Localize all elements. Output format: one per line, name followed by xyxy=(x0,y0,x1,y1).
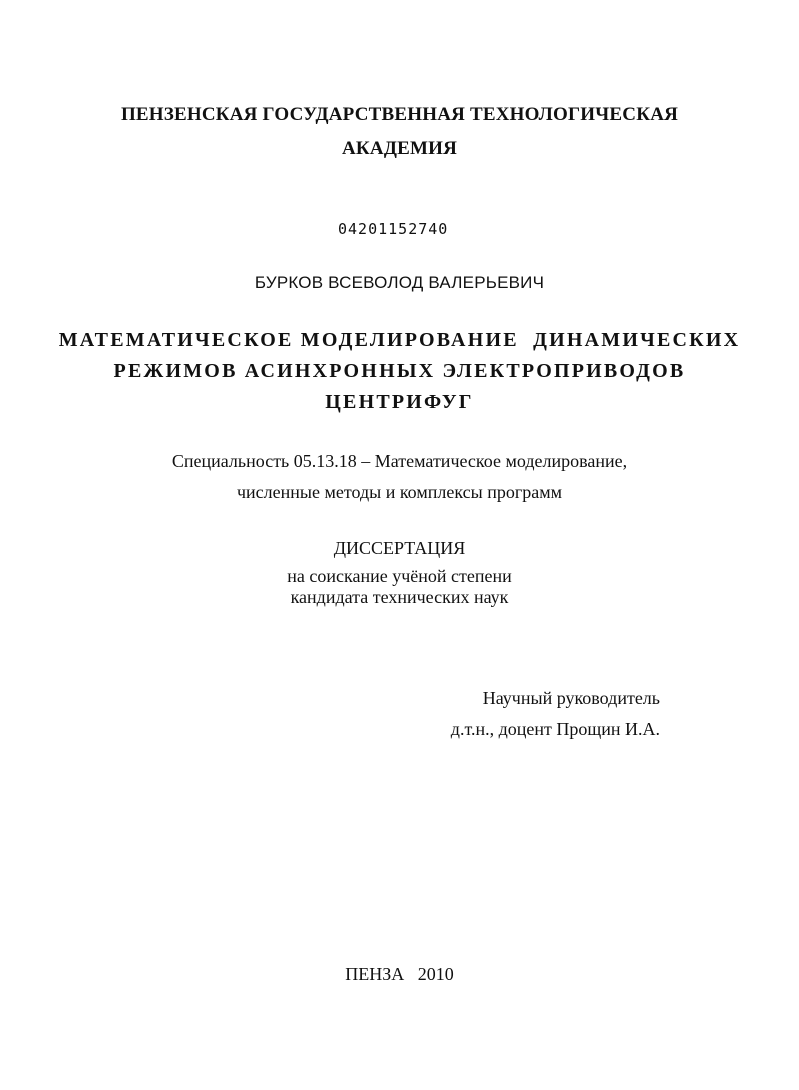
degree-line-1: на соискание учёной степени xyxy=(287,566,512,586)
degree-line-2: кандидата технических наук xyxy=(290,587,509,607)
institution-name-line-1: ПЕНЗЕНСКАЯ ГОСУДАРСТВЕННАЯ ТЕХНОЛОГИЧЕСКАЯ xyxy=(120,104,679,125)
dissertation-title-line-2: РЕЖИМОВ АСИНХРОННЫХ ЭЛЕКТРОПРИВОДОВ xyxy=(113,360,686,382)
supervisor-label: Научный руководитель xyxy=(482,688,660,708)
work-type: ДИССЕРТАЦИЯ xyxy=(333,538,466,558)
record-code: 04201152740 xyxy=(338,220,449,238)
specialty-line-2: численные методы и комплексы программ xyxy=(236,482,563,502)
author-name: БУРКОВ ВСЕВОЛОД ВАЛЕРЬЕВИЧ xyxy=(254,273,545,292)
specialty-line-1: Специальность 05.13.18 – Математическое моделирование, xyxy=(171,451,628,471)
place-and-year: ПЕНЗА 2010 xyxy=(345,964,454,984)
dissertation-title-line-1: МАТЕМАТИЧЕСКОЕ МОДЕЛИРОВАНИЕ ДИНАМИЧЕСКИХ xyxy=(58,329,741,351)
dissertation-title-line-3: ЦЕНТРИФУГ xyxy=(325,391,474,413)
supervisor-name: д.т.н., доцент Прощин И.А. xyxy=(450,719,660,739)
institution-name-line-2: АКАДЕМИЯ xyxy=(342,138,457,159)
